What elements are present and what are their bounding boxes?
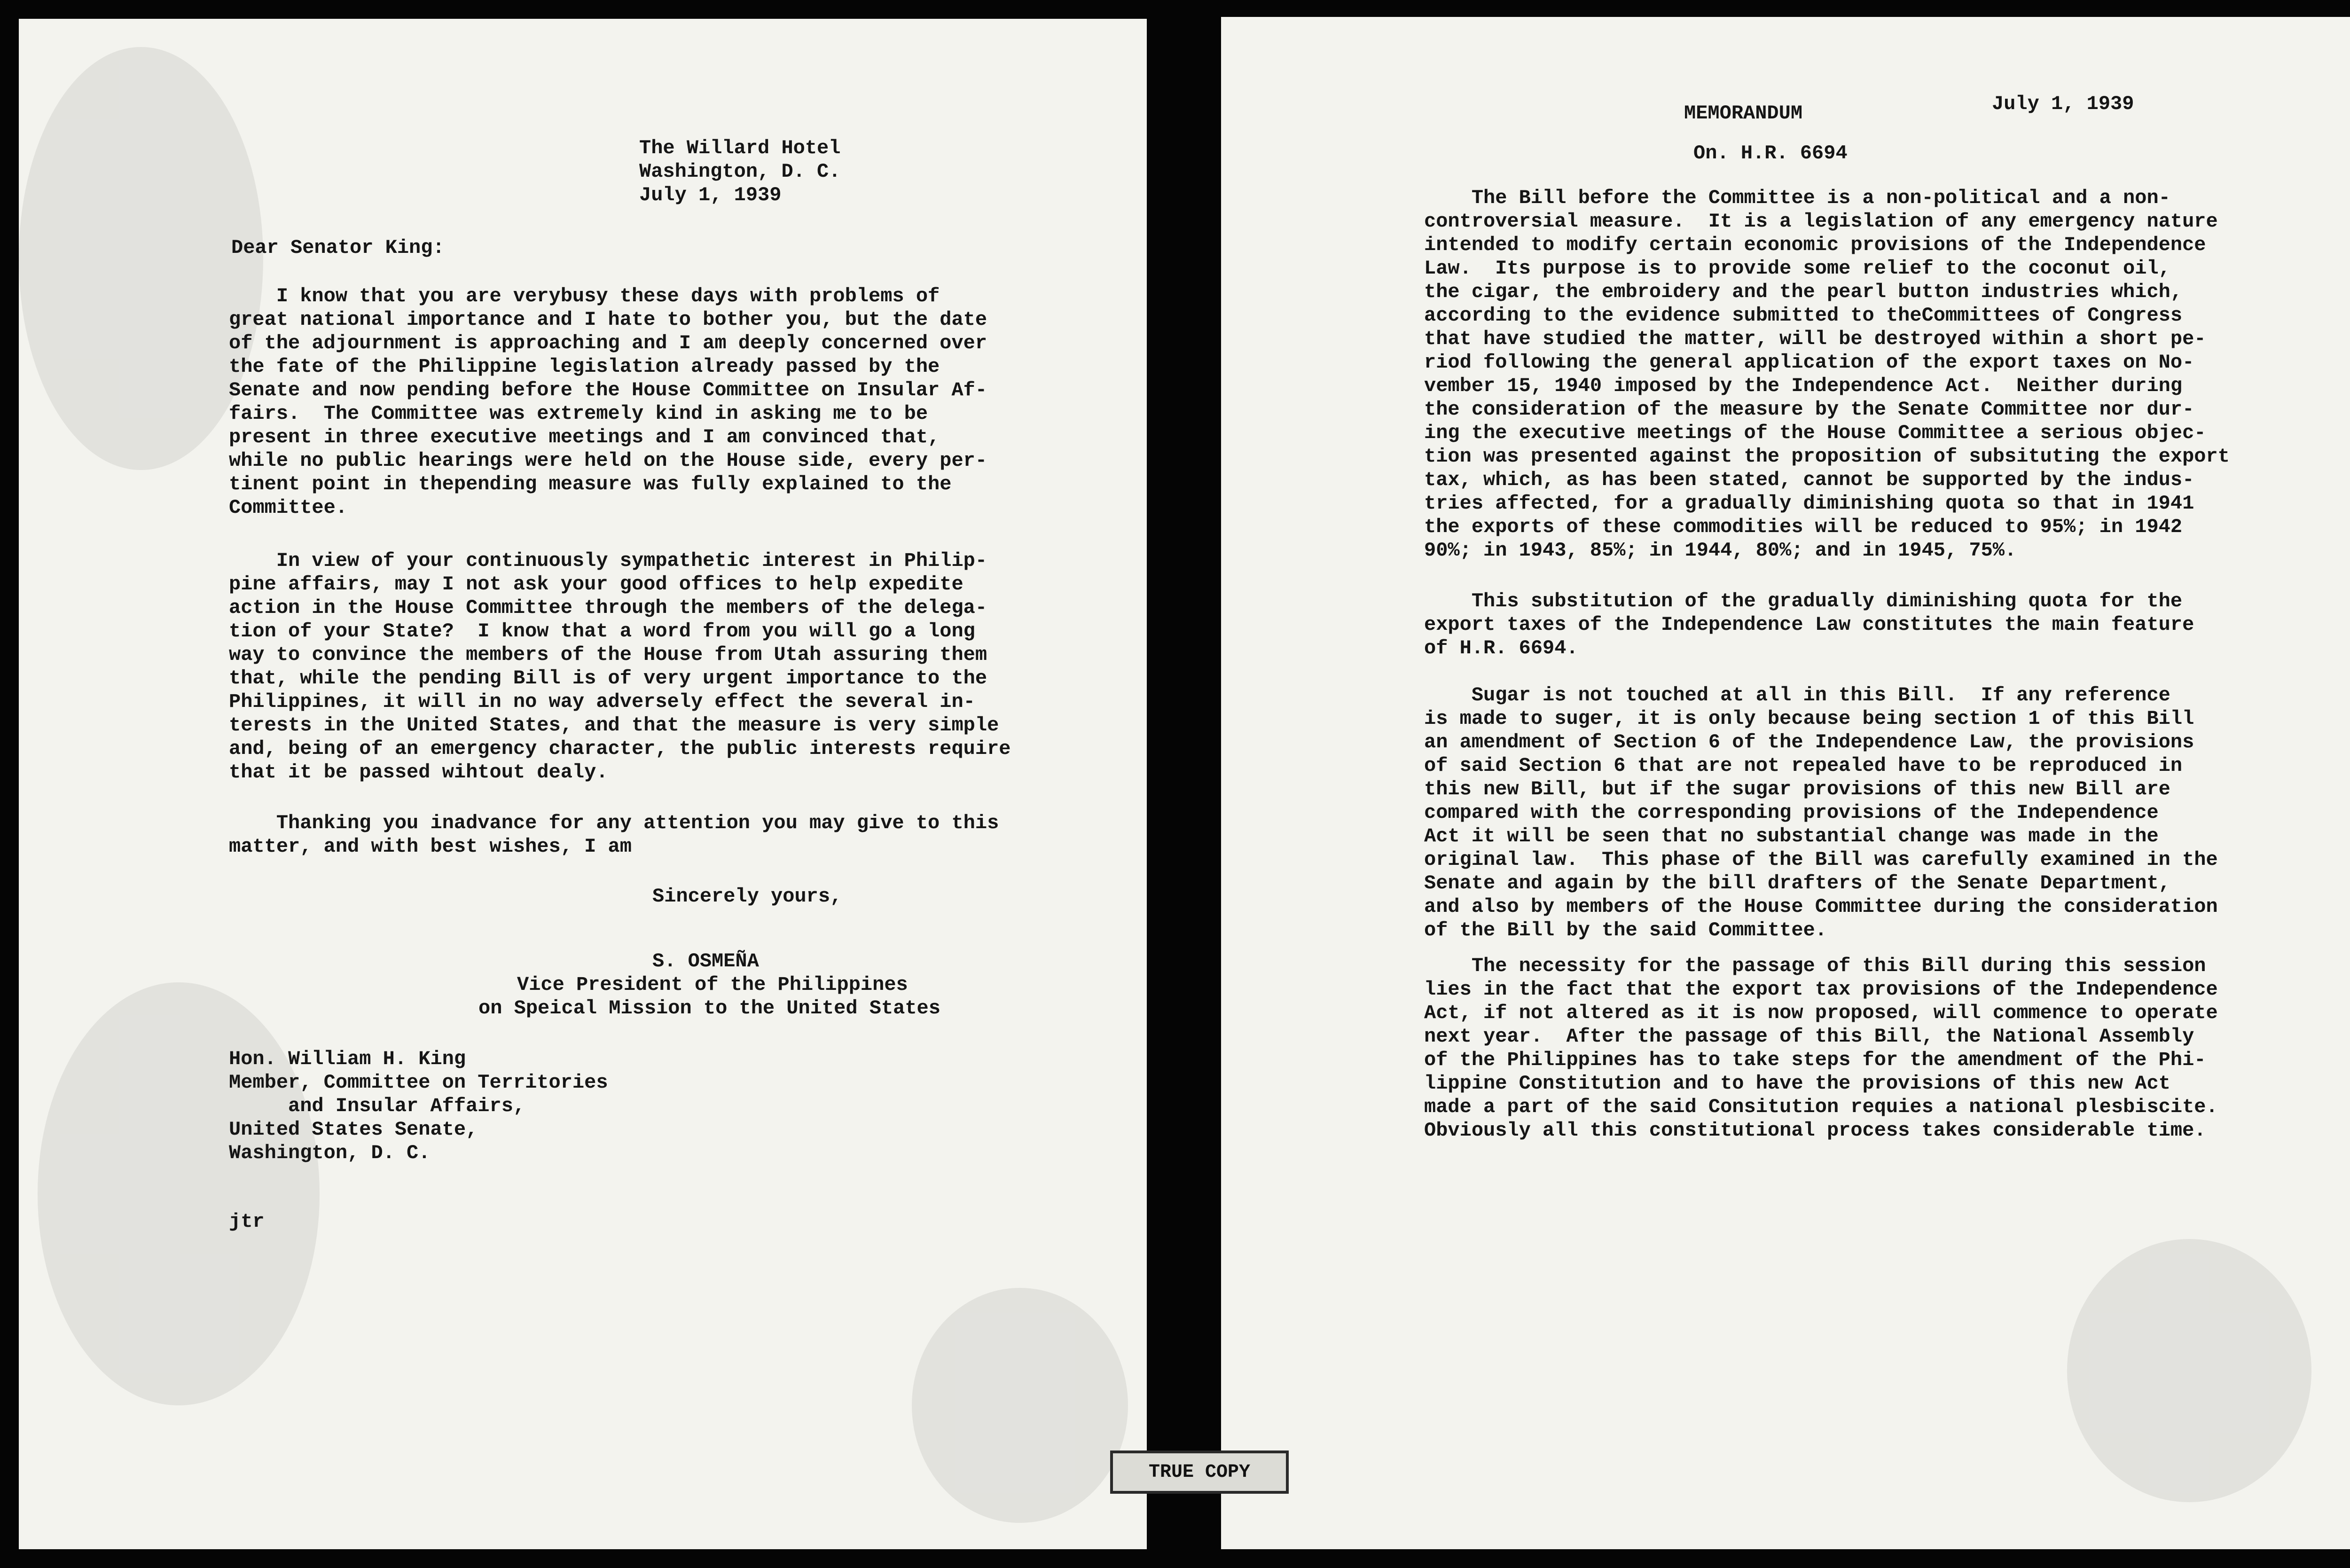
memo-paragraph: The Bill before the Committee is a non-political and a non- controversial measure. It is a legislation of any emergency nature intended to modify certain economic provisions of the Independence Law. Its purpose is to provide some relief to the coconut oil, the cigar, the embroidery and the pearl button industries which, according to the evidence submitted to theCommittees of Congress that have studied the matter, will be destroyed within a short pe- riod following the general application of the export taxes on No- vember 15, 1940 imposed by the Independence Act. Neither during the consideration of the measure by the Senate Committee nor dur- ing the executive meetings of the House Committee a serious objec- tion was presented against the proposition of subsituting the export tax, which, as has been stated, cannot be supported by the indus- tries affected, for a gradually diminishing quota so that in 1941 the exports of these commodities will be reduced to 95%; in 1942 90%; in 1943, 85%; in 1944, 80%; and in 1945, 75%. [1424,187,2230,562]
true-copy-stamp: TRUE COPY [1110,1450,1289,1494]
signature-name: S. OSMEÑA [652,950,759,972]
salutation: Dear Senator King: [231,236,445,259]
signature-title: on Speical Mission to the United States [478,997,940,1019]
paper-smudge [38,982,320,1405]
letter-paragraph: In view of your continuously sympathetic interest in Philip- pine affairs, may I not ask your good offices to help expedite action in the House Committee through the members of the delega- tion of your State? I know that a word from you will go a long way to convince the members of the House from Utah assuring them that, while the pending Bill is of very urgent importance to the Philippines, it will in no way adversely effect the several in- terests in the United States, and that the measure is very simple and, being of an emergency character, the public interests require that it be passed wihtout dealy. [229,549,1011,784]
signature-title: Vice President of the Philippines [517,973,908,996]
letter-paragraph: I know that you are verybusy these days with problems of great national importance and I hate to bother you, but the date of the adjournment is approaching and I am deeply concerned over the fate of the Philippine legislation already passed by the Senate and now pending before the House Committee on Insular Af- fairs. The Committee was extremely kind in asking me to be present in three executive meetings and I am convinced that, while no public hearings were held on the House side, every per- tinent point in thepending measure was fully explained to the Committee. [229,285,987,519]
letter-date: July 1, 1939 [639,184,782,206]
letterhead-hotel: The Willard Hotel [639,137,841,159]
memo-title: MEMORANDUM [1684,102,1803,125]
letter-paragraph: Thanking you inadvance for any attention you may give to this matter, and with best wishes, I am [229,812,999,858]
recipient-address: Hon. William H. King Member, Committee on Territories and Insular Affairs, United States Senate, Washington, D. C. [229,1048,608,1164]
memo-date: July 1, 1939 [1992,93,2134,115]
paper-smudge [19,47,263,470]
paper-smudge [912,1288,1128,1523]
typist-initials: jtr [229,1210,265,1233]
memo-page [1221,17,2350,1549]
memo-subject: On. H.R. 6694 [1693,142,1848,165]
letter-page [19,19,1147,1549]
letterhead-city: Washington, D. C. [639,160,841,183]
memo-paragraph: Sugar is not touched at all in this Bill. If any reference is made to suger, it is only because being section 1 of this Bill an amendment of Section 6 of the Independence Law, the provisions of said Section 6 that are not repealed have to be reproduced in this new Bill, but if the sugar provisions of this new Bill are compared with the corresponding provisions of the Independence Act it will be seen that no substantial change was made in the original law. This phase of the Bill was carefully examined in the Senate and again by the bill drafters of the Senate Department, and also by members of the House Committee during the consideration of the Bill by the said Committee. [1424,684,2218,941]
paper-smudge [2067,1239,2311,1502]
memo-paragraph: This substitution of the gradually diminishing quota for the export taxes of the Independence Law constitutes the main feature of H.R. 6694. [1424,590,2194,659]
closing: Sincerely yours, [652,885,842,908]
memo-paragraph: The necessity for the passage of this Bill during this session lies in the fact that the export tax provisions of the Independence Act, if not altered as it is now proposed, will commence to operate next year. After the passage of this Bill, the National Assembly of the Philippines has to take steps for the amendment of the Phi- lippine Constitution and to have the provisions of this new Act made a part of the said Consitution requies a national plesbiscite. Obviously all this constitutional process takes considerable time. [1424,955,2218,1142]
